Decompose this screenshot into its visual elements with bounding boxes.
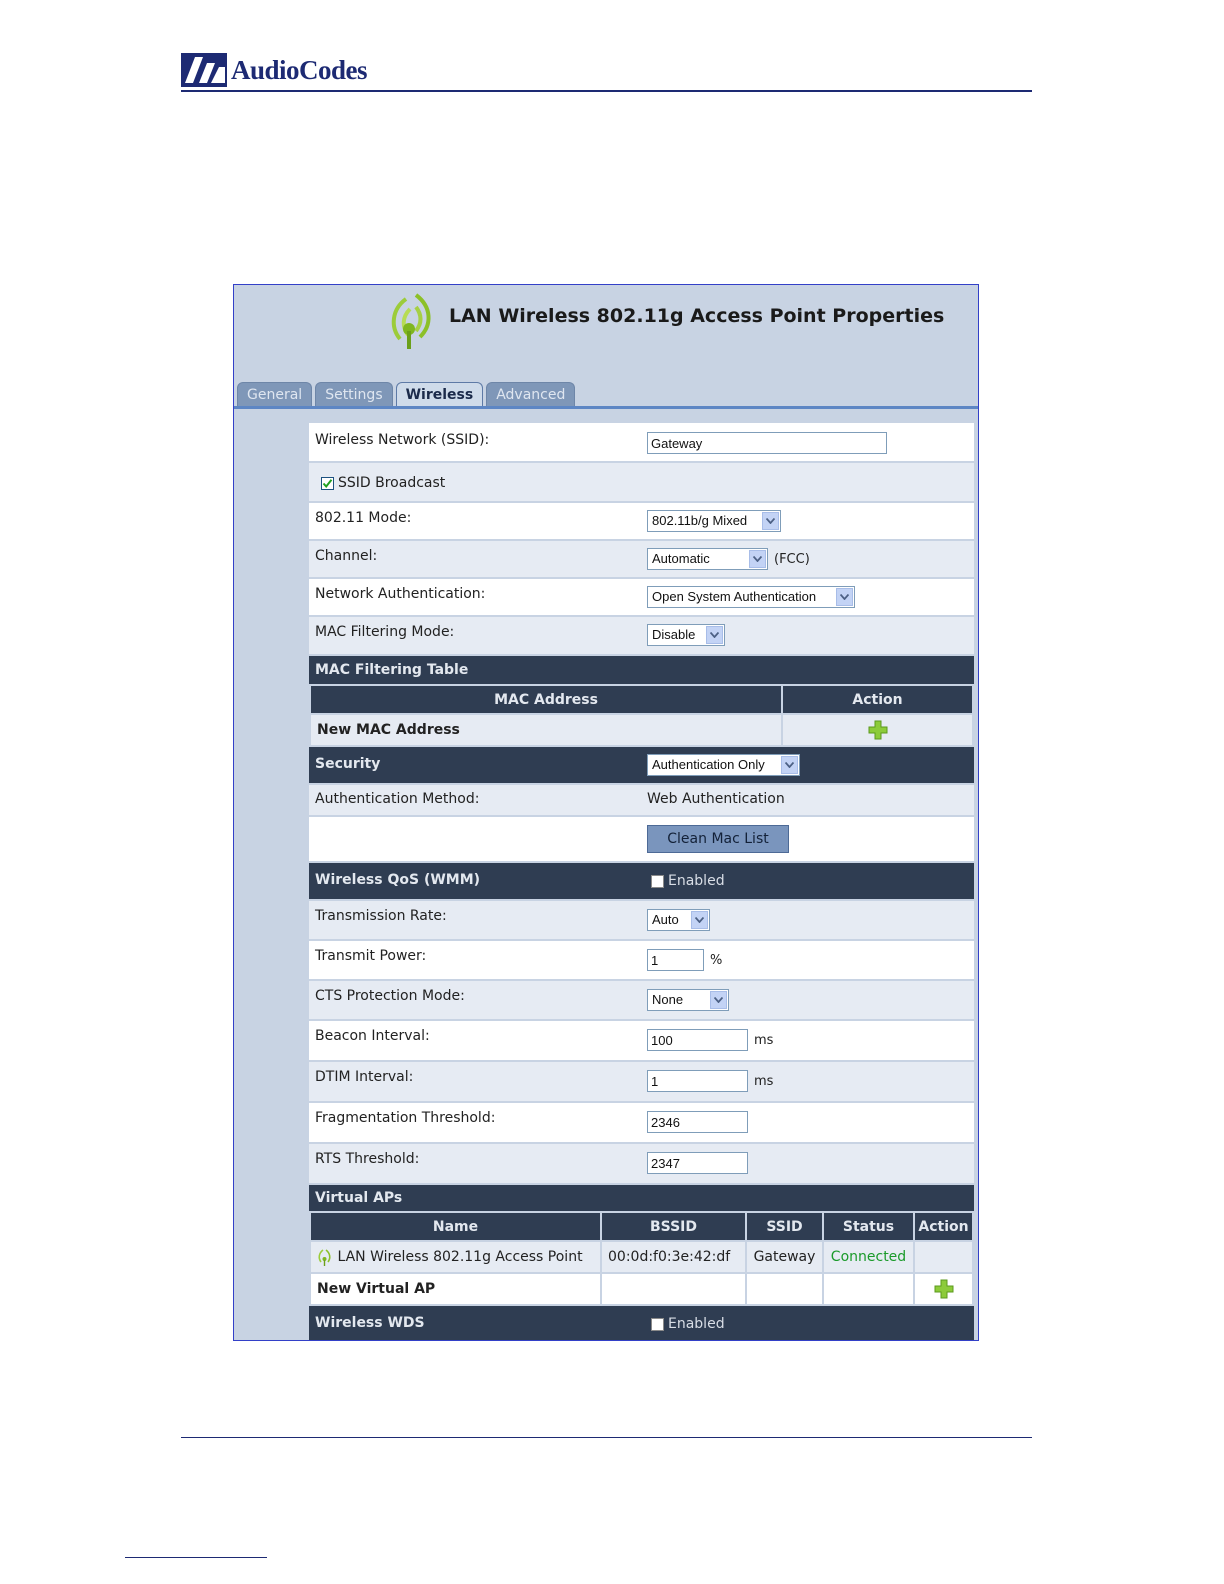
audiocodes-logo [181,52,367,88]
column-header-ssid: SSID [746,1213,823,1241]
column-header-bssid: BSSID [601,1213,746,1241]
channel-row [309,541,974,579]
network-auth-row [309,579,974,617]
mac-filter-mode-select-value: Disable [652,627,696,642]
plus-icon[interactable] [867,719,889,741]
cts-select-value: None [652,992,684,1007]
vap-add-cell [914,1273,973,1305]
dtim-row [309,1062,974,1103]
header-rule [181,90,1032,92]
tab-settings[interactable]: Settings [315,382,392,407]
vap-ssid: Gateway [746,1241,823,1273]
qos-section-header [309,863,974,901]
cts-select[interactable] [647,989,729,1011]
new-mac-address-label: New MAC Address [310,714,782,746]
tx-rate-label: Transmission Rate: [315,908,447,924]
vap-status: Connected [823,1241,914,1273]
mac-table-section-header [309,656,974,686]
footer-rule [181,1437,1032,1438]
rts-input[interactable]: 2347 [647,1152,748,1174]
vap-name-cell[interactable] [310,1241,601,1273]
mac-filter-mode-row [309,617,974,656]
tab-wireless[interactable]: Wireless [396,382,484,407]
qos-enabled-label: Enabled [668,873,725,889]
auth-method-label: Authentication Method: [315,791,480,807]
chevron-down-icon[interactable] [836,588,853,606]
channel-region: (FCC) [774,551,810,567]
network-auth-label: Network Authentication: [315,586,486,602]
table-row [310,1241,973,1273]
plus-icon[interactable] [933,1278,955,1300]
qos-section-title: Wireless QoS (WMM) [315,872,481,888]
security-section-title: Security [315,756,381,772]
tx-power-unit: % [710,952,723,968]
clean-mac-row [309,817,974,863]
ssid-label: Wireless Network (SSID): [315,432,490,448]
qos-enabled-checkbox[interactable] [651,875,664,888]
mode-select[interactable] [647,510,781,532]
brand-name: AudioCodes [231,54,368,85]
mac-filter-mode-select[interactable] [647,624,725,646]
vap-section-title: Virtual APs [315,1190,403,1206]
frag-label: Fragmentation Threshold: [315,1110,496,1126]
dtim-unit: ms [754,1073,774,1089]
dtim-input[interactable]: 1 [647,1070,748,1092]
mode-label: 802.11 Mode: [315,510,412,526]
wireless-antenna-icon [386,287,444,353]
tx-rate-row [309,901,974,941]
mac-action-cell [782,714,973,746]
tx-rate-select-value: Auto [652,912,679,927]
wireless-settings-form [309,423,974,1341]
column-header-status: Status [823,1213,914,1241]
wds-section-title: Wireless WDS [315,1315,425,1331]
security-select[interactable] [647,754,800,776]
chevron-down-icon[interactable] [710,991,727,1009]
security-select-value: Authentication Only [652,757,765,772]
chevron-down-icon[interactable] [762,512,779,530]
mode-select-value: 802.11b/g Mixed [652,513,748,528]
vap-bssid: 00:0d:f0:3e:42:df [601,1241,746,1273]
empty-cell [746,1273,823,1305]
title-area [234,285,978,381]
cts-label: CTS Protection Mode: [315,988,465,1004]
ap-properties-window [233,284,979,1341]
beacon-label: Beacon Interval: [315,1028,430,1044]
audiocodes-logo-icon [181,53,227,87]
tab-bar [237,382,578,408]
frag-row [309,1103,974,1144]
channel-select-value: Automatic [652,551,710,566]
virtual-ap-table [309,1213,974,1306]
footnote-rule [125,1557,267,1558]
chevron-down-icon[interactable] [749,550,766,568]
network-auth-select[interactable] [647,586,855,608]
new-virtual-ap-label: New Virtual AP [310,1273,601,1305]
tx-rate-select[interactable] [647,909,710,931]
column-header-name: Name [310,1213,601,1241]
security-section-header [309,747,974,785]
column-header-mac: MAC Address [310,686,782,714]
cts-row [309,981,974,1021]
empty-cell [823,1273,914,1305]
column-header-action: Action [782,686,973,714]
chevron-down-icon[interactable] [706,626,723,644]
ssid-broadcast-label: SSID Broadcast [338,475,446,491]
beacon-row [309,1021,974,1062]
checkmark-icon [322,478,333,489]
mac-table-section-title: MAC Filtering Table [315,662,469,678]
wireless-antenna-icon [317,1248,333,1266]
auth-method-value: Web Authentication [647,791,785,807]
tx-power-row [309,941,974,981]
column-header-action: Action [914,1213,973,1241]
ssid-row [309,423,974,463]
clean-mac-list-button[interactable]: Clean Mac List [647,825,789,853]
empty-cell [601,1273,746,1305]
table-row [310,1273,973,1305]
chevron-down-icon[interactable] [781,756,798,774]
vap-action-cell [914,1241,973,1273]
ssid-input[interactable]: Gateway [647,432,887,454]
network-auth-select-value: Open System Authentication [652,589,817,604]
tab-general[interactable]: General [237,382,312,407]
wds-enabled-label: Enabled [668,1316,725,1332]
wds-section-header [309,1306,974,1341]
vap-section-header [309,1185,974,1213]
wds-enabled-checkbox[interactable] [651,1318,664,1331]
tx-power-input[interactable]: 1 [647,949,704,971]
mac-filter-mode-label: MAC Filtering Mode: [315,624,455,640]
window-title: LAN Wireless 802.11g Access Point Properties [449,305,945,327]
mode-row [309,503,974,541]
chevron-down-icon[interactable] [691,911,708,929]
channel-select[interactable] [647,548,768,570]
beacon-input[interactable]: 100 [647,1029,748,1051]
dtim-label: DTIM Interval: [315,1069,414,1085]
ssid-broadcast-checkbox[interactable] [321,477,334,490]
rts-label: RTS Threshold: [315,1151,420,1167]
channel-label: Channel: [315,548,378,564]
beacon-unit: ms [754,1032,774,1048]
mac-filter-table [309,686,974,747]
tx-power-label: Transmit Power: [315,948,427,964]
auth-method-row [309,785,974,817]
ssid-broadcast-row [309,463,974,503]
rts-row [309,1144,974,1185]
vap-name: LAN Wireless 802.11g Access Point [337,1249,583,1265]
tab-advanced[interactable]: Advanced [486,382,575,407]
tab-underline [234,406,978,409]
frag-input[interactable]: 2346 [647,1111,748,1133]
